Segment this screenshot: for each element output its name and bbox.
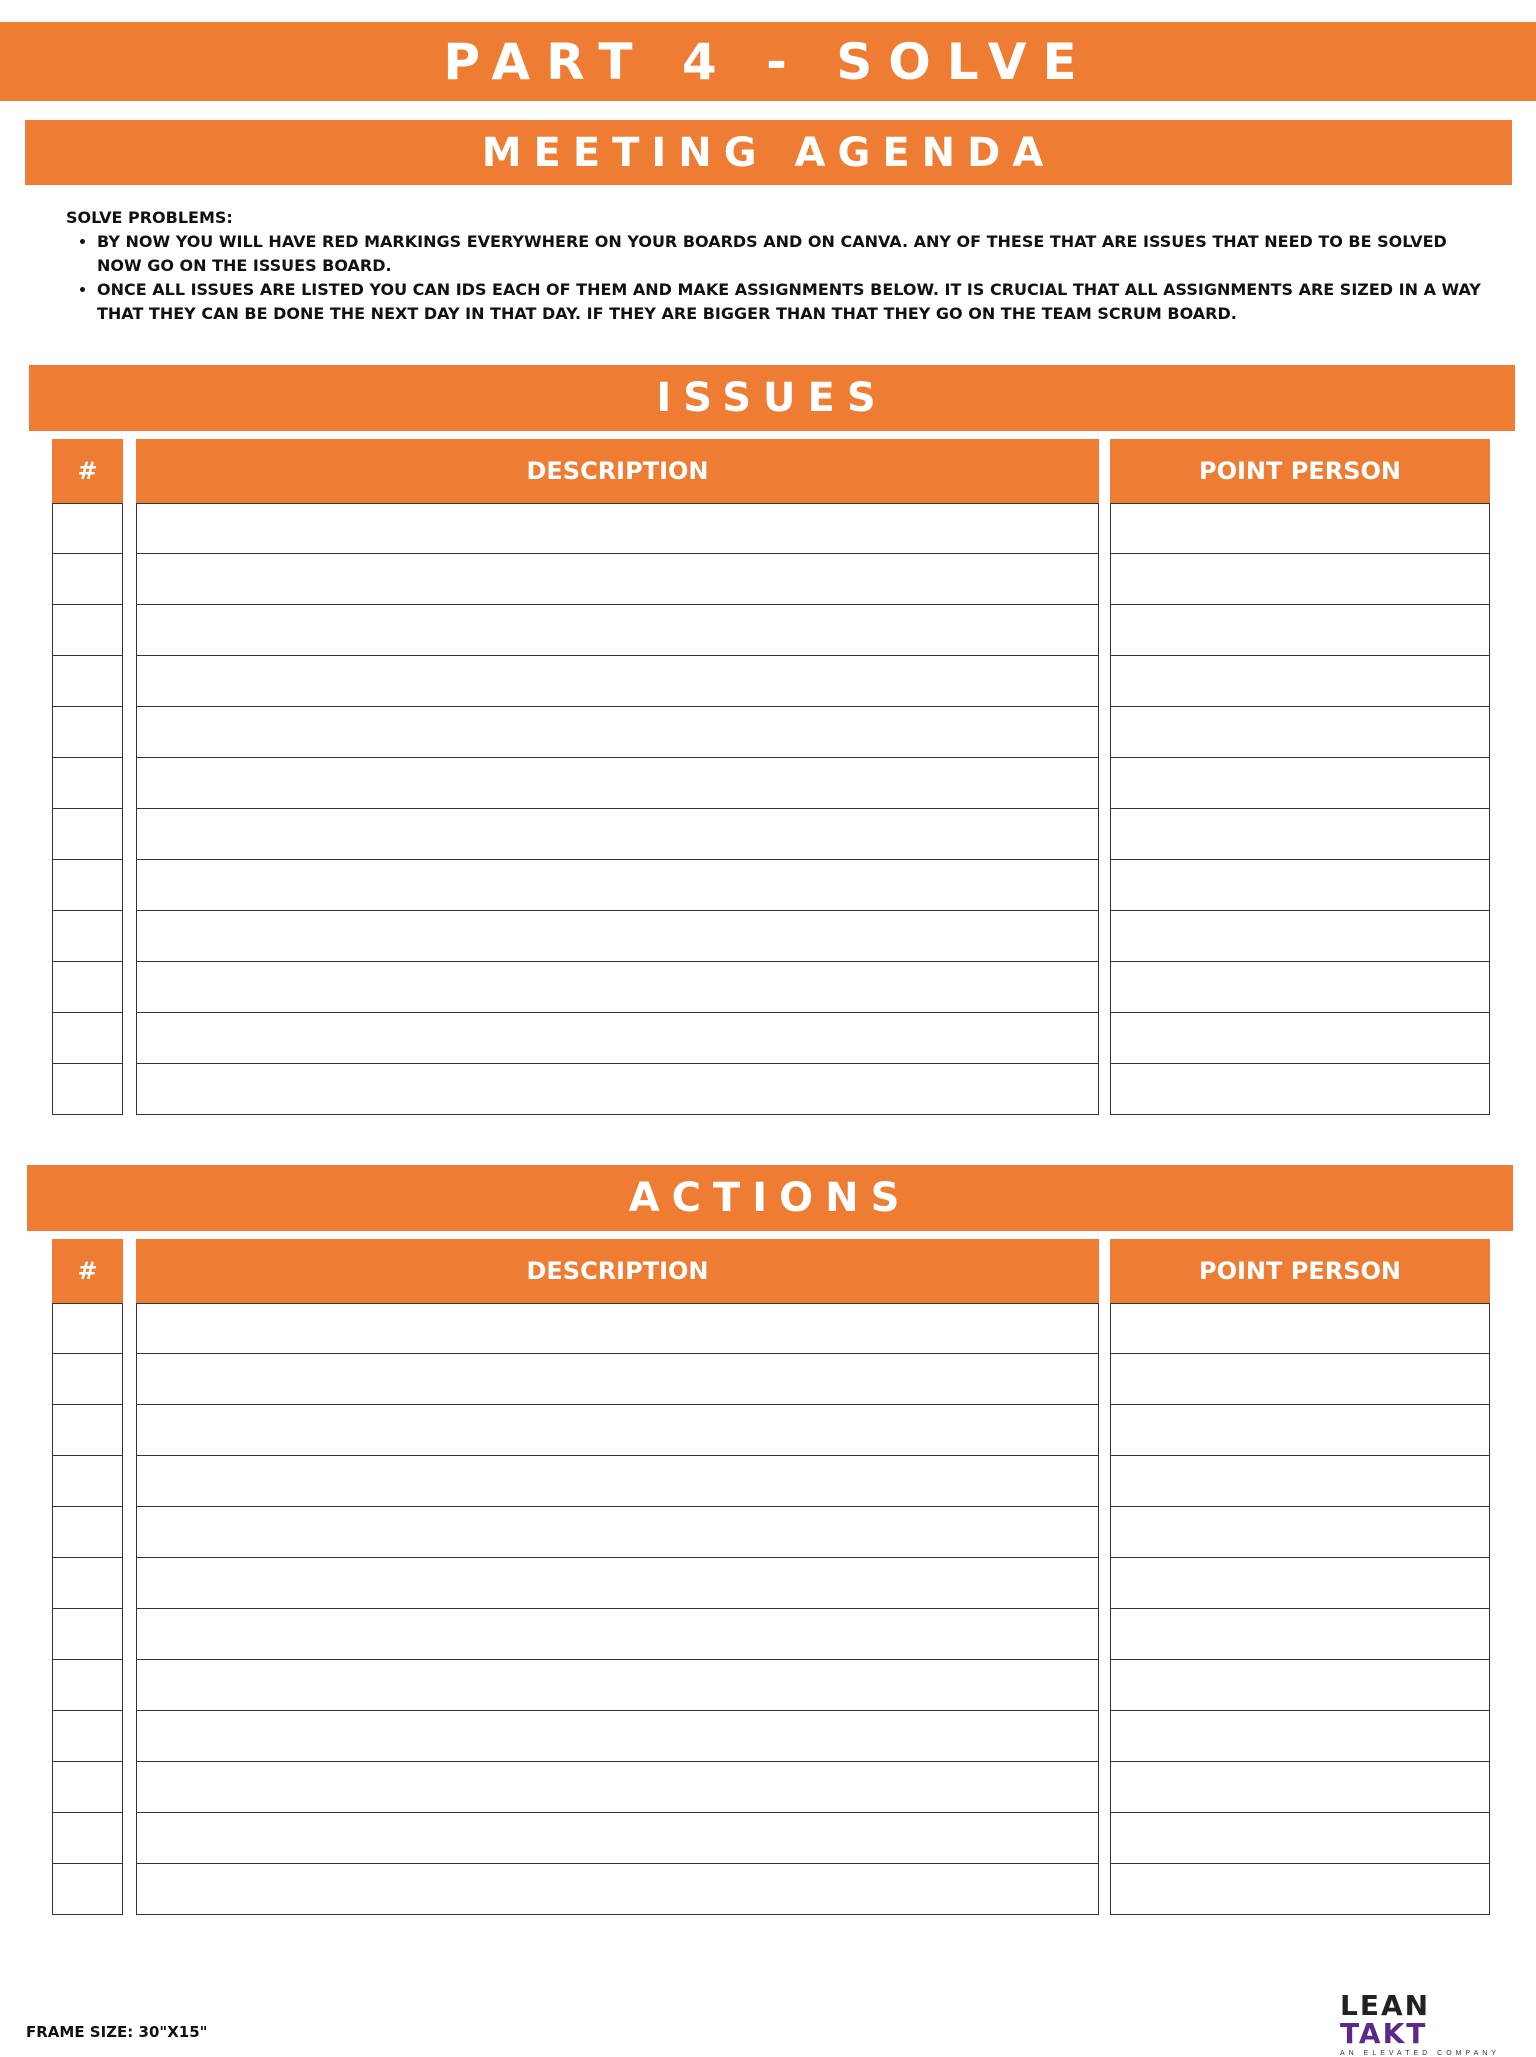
actions-point-person-cell[interactable]: [1110, 1864, 1490, 1915]
actions-description-cell[interactable]: [136, 1660, 1099, 1711]
issues-description-column: [136, 439, 1099, 1115]
issues-point-person-column: [1110, 439, 1490, 1115]
actions-description-cell[interactable]: [136, 1507, 1099, 1558]
actions-point-person-cell[interactable]: [1110, 1762, 1490, 1813]
issues-point-person-cell[interactable]: [1110, 758, 1490, 809]
instructions: [66, 206, 1486, 326]
actions-description-cell[interactable]: [136, 1813, 1099, 1864]
actions-description-cell[interactable]: [136, 1558, 1099, 1609]
actions-point-person-cell[interactable]: [1110, 1660, 1490, 1711]
issues-point-person-cell[interactable]: [1110, 809, 1490, 860]
issues-description-cell[interactable]: [136, 758, 1099, 809]
actions-description-cell[interactable]: [136, 1609, 1099, 1660]
meeting-agenda-heading: MEETING AGENDA: [25, 120, 1512, 185]
actions-point-person-column: [1110, 1239, 1490, 1915]
instructions-bullet: • BY NOW YOU WILL HAVE RED MARKINGS EVERYWHERE ON YOUR BOARDS AND ON CANVA. ANY OF THESE THAT ARE ISSUES THAT NEED TO BE SOLVED NOW GO ON THE ISSUES BOARD.: [97, 230, 1486, 278]
actions-number-cell[interactable]: [52, 1507, 123, 1558]
issues-number-cell[interactable]: [52, 1013, 123, 1064]
issues-heading: ISSUES: [29, 365, 1515, 431]
logo-wordmark: [1340, 1989, 1515, 2050]
actions-number-cell[interactable]: [52, 1558, 123, 1609]
frame-size-note: FRAME SIZE: 30"X15": [26, 2023, 208, 2041]
issues-point-person-cell[interactable]: [1110, 911, 1490, 962]
issues-description-cell[interactable]: [136, 503, 1099, 554]
actions-number-cell[interactable]: [52, 1762, 123, 1813]
issues-point-person-cell[interactable]: [1110, 554, 1490, 605]
lean-takt-logo: [1340, 1989, 1515, 2057]
issues-point-person-cell[interactable]: [1110, 707, 1490, 758]
issues-number-column: [52, 439, 123, 1115]
actions-description-cell[interactable]: [136, 1405, 1099, 1456]
issues-description-cell[interactable]: [136, 554, 1099, 605]
issues-point-person-header: POINT PERSON: [1110, 439, 1490, 503]
issues-number-cell[interactable]: [52, 758, 123, 809]
issues-number-cell[interactable]: [52, 1064, 123, 1115]
issues-number-cell[interactable]: [52, 809, 123, 860]
issues-point-person-cell[interactable]: [1110, 656, 1490, 707]
actions-point-person-cell[interactable]: [1110, 1507, 1490, 1558]
actions-number-cell[interactable]: [52, 1456, 123, 1507]
issues-description-cell[interactable]: [136, 656, 1099, 707]
instructions-bullet: • ONCE ALL ISSUES ARE LISTED YOU CAN IDS EACH OF THEM AND MAKE ASSIGNMENTS BELOW. IT IS CRUCIAL THAT ALL ASSIGNMENTS ARE SIZED IN A WAY THAT THEY CAN BE DONE THE NEXT DAY IN THAT DAY. IF THEY ARE BIGGER THAN THAT THEY GO ON THE TEAM SCRUM BOARD.: [97, 278, 1486, 326]
actions-description-cell[interactable]: [136, 1456, 1099, 1507]
actions-number-cell[interactable]: [52, 1813, 123, 1864]
issues-number-header: #: [52, 439, 123, 503]
actions-point-person-cell[interactable]: [1110, 1711, 1490, 1762]
issues-description-cell[interactable]: [136, 962, 1099, 1013]
actions-point-person-cell[interactable]: [1110, 1303, 1490, 1354]
actions-number-cell[interactable]: [52, 1354, 123, 1405]
actions-description-cell[interactable]: [136, 1711, 1099, 1762]
issues-number-cell[interactable]: [52, 605, 123, 656]
instructions-list: [66, 230, 1486, 326]
instructions-heading: SOLVE PROBLEMS:: [66, 208, 233, 227]
issues-point-person-cell[interactable]: [1110, 605, 1490, 656]
actions-number-cell[interactable]: [52, 1303, 123, 1354]
actions-point-person-cell[interactable]: [1110, 1405, 1490, 1456]
logo-tagline: AN ELEVATED COMPANY: [1340, 2050, 1501, 2057]
issues-description-cell[interactable]: [136, 809, 1099, 860]
issues-description-cell[interactable]: [136, 911, 1099, 962]
issues-number-cells: [52, 503, 123, 1115]
actions-number-cell[interactable]: [52, 1609, 123, 1660]
issues-number-cell[interactable]: [52, 656, 123, 707]
issues-description-cell[interactable]: [136, 1013, 1099, 1064]
issues-description-cells: [136, 503, 1099, 1115]
issues-point-person-cell[interactable]: [1110, 860, 1490, 911]
actions-description-cell[interactable]: [136, 1864, 1099, 1915]
issues-number-cell[interactable]: [52, 911, 123, 962]
actions-point-person-cell[interactable]: [1110, 1813, 1490, 1864]
issues-number-cell[interactable]: [52, 962, 123, 1013]
actions-point-person-cell[interactable]: [1110, 1354, 1490, 1405]
logo-takt-text: TAKT: [1340, 2017, 1428, 2050]
issues-description-cell[interactable]: [136, 707, 1099, 758]
logo-lean-text: LEAN: [1340, 1989, 1431, 2022]
issues-number-cell[interactable]: [52, 554, 123, 605]
actions-number-cell[interactable]: [52, 1711, 123, 1762]
issues-point-person-cell[interactable]: [1110, 1013, 1490, 1064]
actions-heading: ACTIONS: [27, 1165, 1513, 1231]
actions-description-cell[interactable]: [136, 1354, 1099, 1405]
actions-number-cell[interactable]: [52, 1660, 123, 1711]
actions-number-cell[interactable]: [52, 1405, 123, 1456]
issues-point-person-cells: [1110, 503, 1490, 1115]
issues-number-cell[interactable]: [52, 860, 123, 911]
issues-number-cell[interactable]: [52, 707, 123, 758]
actions-description-header: DESCRIPTION: [136, 1239, 1099, 1303]
issues-point-person-cell[interactable]: [1110, 503, 1490, 554]
actions-description-cell[interactable]: [136, 1303, 1099, 1354]
actions-point-person-cell[interactable]: [1110, 1456, 1490, 1507]
page-title: PART 4 - SOLVE: [0, 22, 1536, 101]
actions-number-cells: [52, 1303, 123, 1915]
actions-point-person-cell[interactable]: [1110, 1609, 1490, 1660]
issues-description-cell[interactable]: [136, 860, 1099, 911]
actions-number-header: #: [52, 1239, 123, 1303]
actions-description-cell[interactable]: [136, 1762, 1099, 1813]
actions-number-column: [52, 1239, 123, 1915]
issues-description-header: DESCRIPTION: [136, 439, 1099, 503]
actions-description-column: [136, 1239, 1099, 1915]
issues-description-cell[interactable]: [136, 1064, 1099, 1115]
issues-description-cell[interactable]: [136, 605, 1099, 656]
issues-point-person-cell[interactable]: [1110, 962, 1490, 1013]
issues-point-person-cell[interactable]: [1110, 1064, 1490, 1115]
actions-point-person-cell[interactable]: [1110, 1558, 1490, 1609]
actions-description-cells: [136, 1303, 1099, 1915]
actions-point-person-header: POINT PERSON: [1110, 1239, 1490, 1303]
actions-number-cell[interactable]: [52, 1864, 123, 1915]
actions-point-person-cells: [1110, 1303, 1490, 1915]
issues-number-cell[interactable]: [52, 503, 123, 554]
